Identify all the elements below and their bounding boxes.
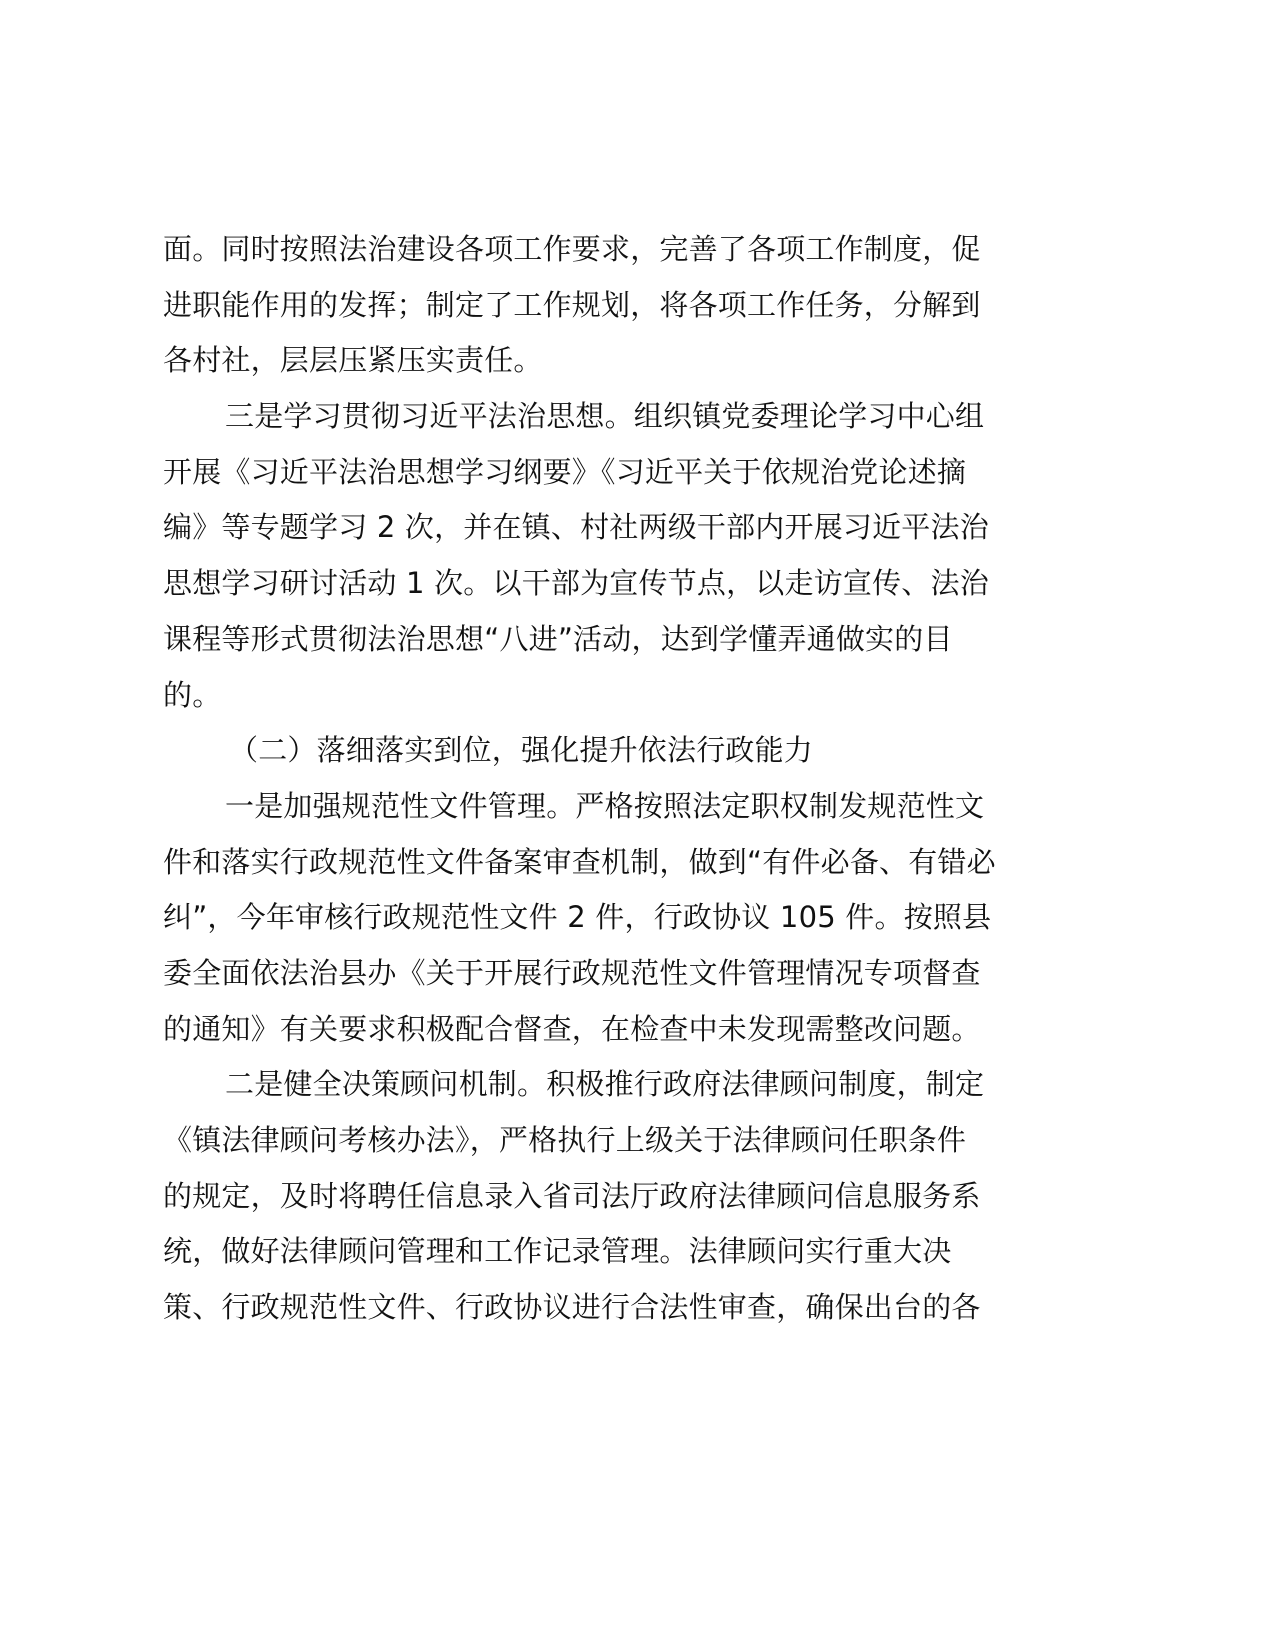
paragraph-start-line: 一是加强规范性文件管理。严格按照法定职权制发规范性文 bbox=[225, 788, 985, 823]
text-line: 编》等专题学习 2 次，并在镇、村社两级干部内开展习近平法治 bbox=[163, 510, 989, 545]
text-line: 的。 bbox=[163, 677, 222, 712]
text-line: 思想学习研讨活动 1 次。以干部为宣传节点，以走访宣传、法治 bbox=[163, 566, 989, 601]
text-line: 各村社，层层压紧压实责任。 bbox=[163, 343, 543, 378]
text-line: 委全面依法治县办《关于开展行政规范性文件管理情况专项督查 bbox=[163, 955, 981, 990]
text-line: 统，做好法律顾问管理和工作记录管理。法律顾问实行重大决 bbox=[163, 1234, 952, 1269]
section-heading: （二）落细落实到位，强化提升依法行政能力 bbox=[229, 733, 814, 768]
text-line: 《镇法律顾问考核办法》，严格执行上级关于法律顾问任职条件 bbox=[163, 1123, 967, 1157]
text-line: 开展《习近平法治思想学习纲要》《习近平关于依规治党论述摘 bbox=[163, 454, 967, 489]
text-line: 的通知》有关要求积极配合督查，在检查中未发现需整改问题。 bbox=[163, 1011, 981, 1046]
paragraph-start-line: 三是学习贯彻习近平法治思想。组织镇党委理论学习中心组 bbox=[225, 399, 985, 434]
body-text bbox=[163, 222, 1103, 1336]
text-line: 的规定，及时将聘任信息录入省司法厅政府法律顾问信息服务系 bbox=[163, 1178, 981, 1213]
text-line: 纠”，今年审核行政规范性文件 2 件，行政协议 105 件。按照县 bbox=[163, 900, 992, 935]
text-line: 件和落实行政规范性文件备案审查机制，做到“有件必备、有错必 bbox=[163, 844, 996, 879]
text-line: 面。同时按照法治建设各项工作要求，完善了各项工作制度，促 bbox=[163, 232, 981, 266]
text-line: 进职能作用的发挥；制定了工作规划，将各项工作任务，分解到 bbox=[163, 287, 981, 322]
text-line: 课程等形式贯彻法治思想“八进”活动，达到学懂弄通做实的目 bbox=[163, 621, 953, 656]
paragraph-start-line: 二是健全决策顾问机制。积极推行政府法律顾问制度，制定 bbox=[225, 1067, 985, 1102]
text-line: 策、行政规范性文件、行政协议进行合法性审查，确保出台的各 bbox=[163, 1290, 981, 1325]
